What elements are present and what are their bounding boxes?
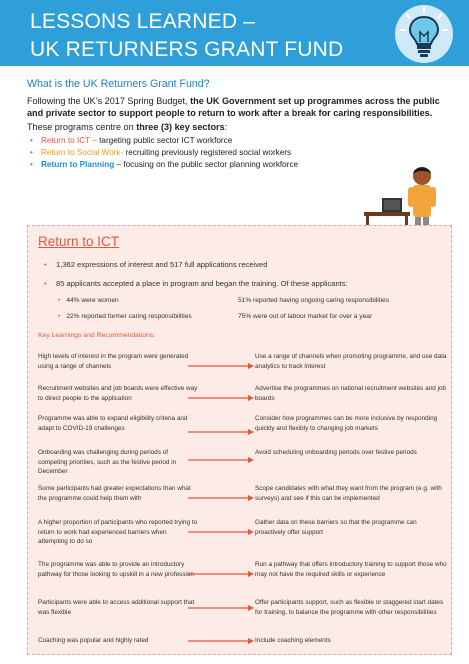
recommendation-text: Consider how programmes can be more inclusive by responding quickly and flexibly to changing job markets [255, 415, 438, 432]
sector-item-ict: • Return to ICT – targeting public sector ICT workforce [30, 136, 233, 146]
sub-stat-former-caring: • 22% reported former caring responsibilities [58, 313, 192, 320]
intro-section [27, 78, 447, 171]
intro-question: What is the UK Returners Grant Fund? [27, 78, 210, 90]
recommendation-text: Advertise the programmes on national recruitment websites and job boards [255, 385, 447, 402]
arrow-right-icon [188, 528, 256, 536]
return-to-ict-panel [27, 225, 452, 655]
lightbulb-icon [394, 4, 454, 64]
page-header [0, 0, 469, 66]
arrow-right-icon [188, 362, 256, 370]
recommendation-text: Avoid scheduling onboarding periods over festive periods [255, 449, 417, 456]
title-line-1: LESSONS LEARNED – [30, 10, 256, 33]
learning-text: Recruitment websites and job boards were effective way to direct people to the application [38, 385, 198, 402]
stat-applications: • 1,362 expressions of interest and 517 full applications received [44, 260, 268, 269]
recommendation-text: Offer participants support, such as flexible or staggered start dates for training, to balance the programme with other responsibilities [255, 599, 444, 616]
title-line-2: UK RETURNERS GRANT FUND [30, 38, 344, 61]
recommendation-text: Run a pathway that offers introductory training to support those who may not have the required skills or experience [255, 561, 447, 578]
learning-text: Onboarding was challenging during periods of competing priorities, such as the festive period in December [38, 449, 177, 476]
learning-text: Participants were able to access additional support that was flexible [38, 599, 195, 616]
sub-stat-out-of-market: 75% were out of labour market for over a year [238, 313, 373, 320]
learning-text: Programme was able to expand eligibility criteria and adapt to COVID-19 challenges [38, 415, 188, 432]
arrow-right-icon [188, 604, 256, 612]
panel-title: Return to ICT [38, 234, 120, 249]
recommendation-text: Gather data on these barriers so that the programme can proactively offer support [255, 519, 417, 536]
learning-text: A higher proportion of participants who reported trying to return to work had experienced barriers when attempting to do so [38, 519, 198, 546]
key-learnings-label: Key Learnings and Recommendations: [38, 332, 156, 339]
arrow-right-icon [188, 428, 256, 436]
sector-item-social-work: • Return to Social Work- recruiting previously registered social workers [30, 148, 292, 158]
recommendation-text: Include coaching elements [255, 637, 331, 644]
intro-paragraph-2: These programs centre on three (3) key sectors: [27, 121, 228, 132]
arrow-right-icon [188, 570, 256, 578]
intro-paragraph-1: Following the UK’s 2017 Spring Budget, the UK Government set up programmes across the public and private sector to support people to return to work after a break for caring responsibilities. [27, 95, 440, 119]
stat-accepted: • 85 applicants accepted a place in program and began the training. Of these applicants: [44, 279, 348, 288]
sector-item-planning: • Return to Planning – focusing on the public sector planning workforce [30, 160, 299, 170]
sub-stat-women: • 44% were women [58, 297, 119, 304]
recommendation-text: Use a range of channels when promoting programme, and use data analytics to track interest [255, 353, 447, 370]
recommendation-text: Scope candidates with what they want from the program (e.g. with surveys) and see if this can be implemented [255, 485, 442, 502]
arrow-right-icon [188, 494, 256, 502]
arrow-right-icon [188, 456, 256, 464]
sub-stat-ongoing-caring: 51% reported having ongoing caring responsibilities [238, 297, 390, 304]
learning-text: Some participants had greater expectations than what the programme could help them with [38, 485, 191, 502]
arrow-right-icon [188, 394, 256, 402]
learning-text: The programme was able to provide an introductory pathway for those looking to upskill in a new profession [38, 561, 194, 578]
arrow-right-icon [188, 637, 256, 645]
learning-text: High levels of interest in the program were generated using a range of channels [38, 353, 189, 370]
learning-text: Coaching was popular and highly rated [38, 637, 149, 644]
